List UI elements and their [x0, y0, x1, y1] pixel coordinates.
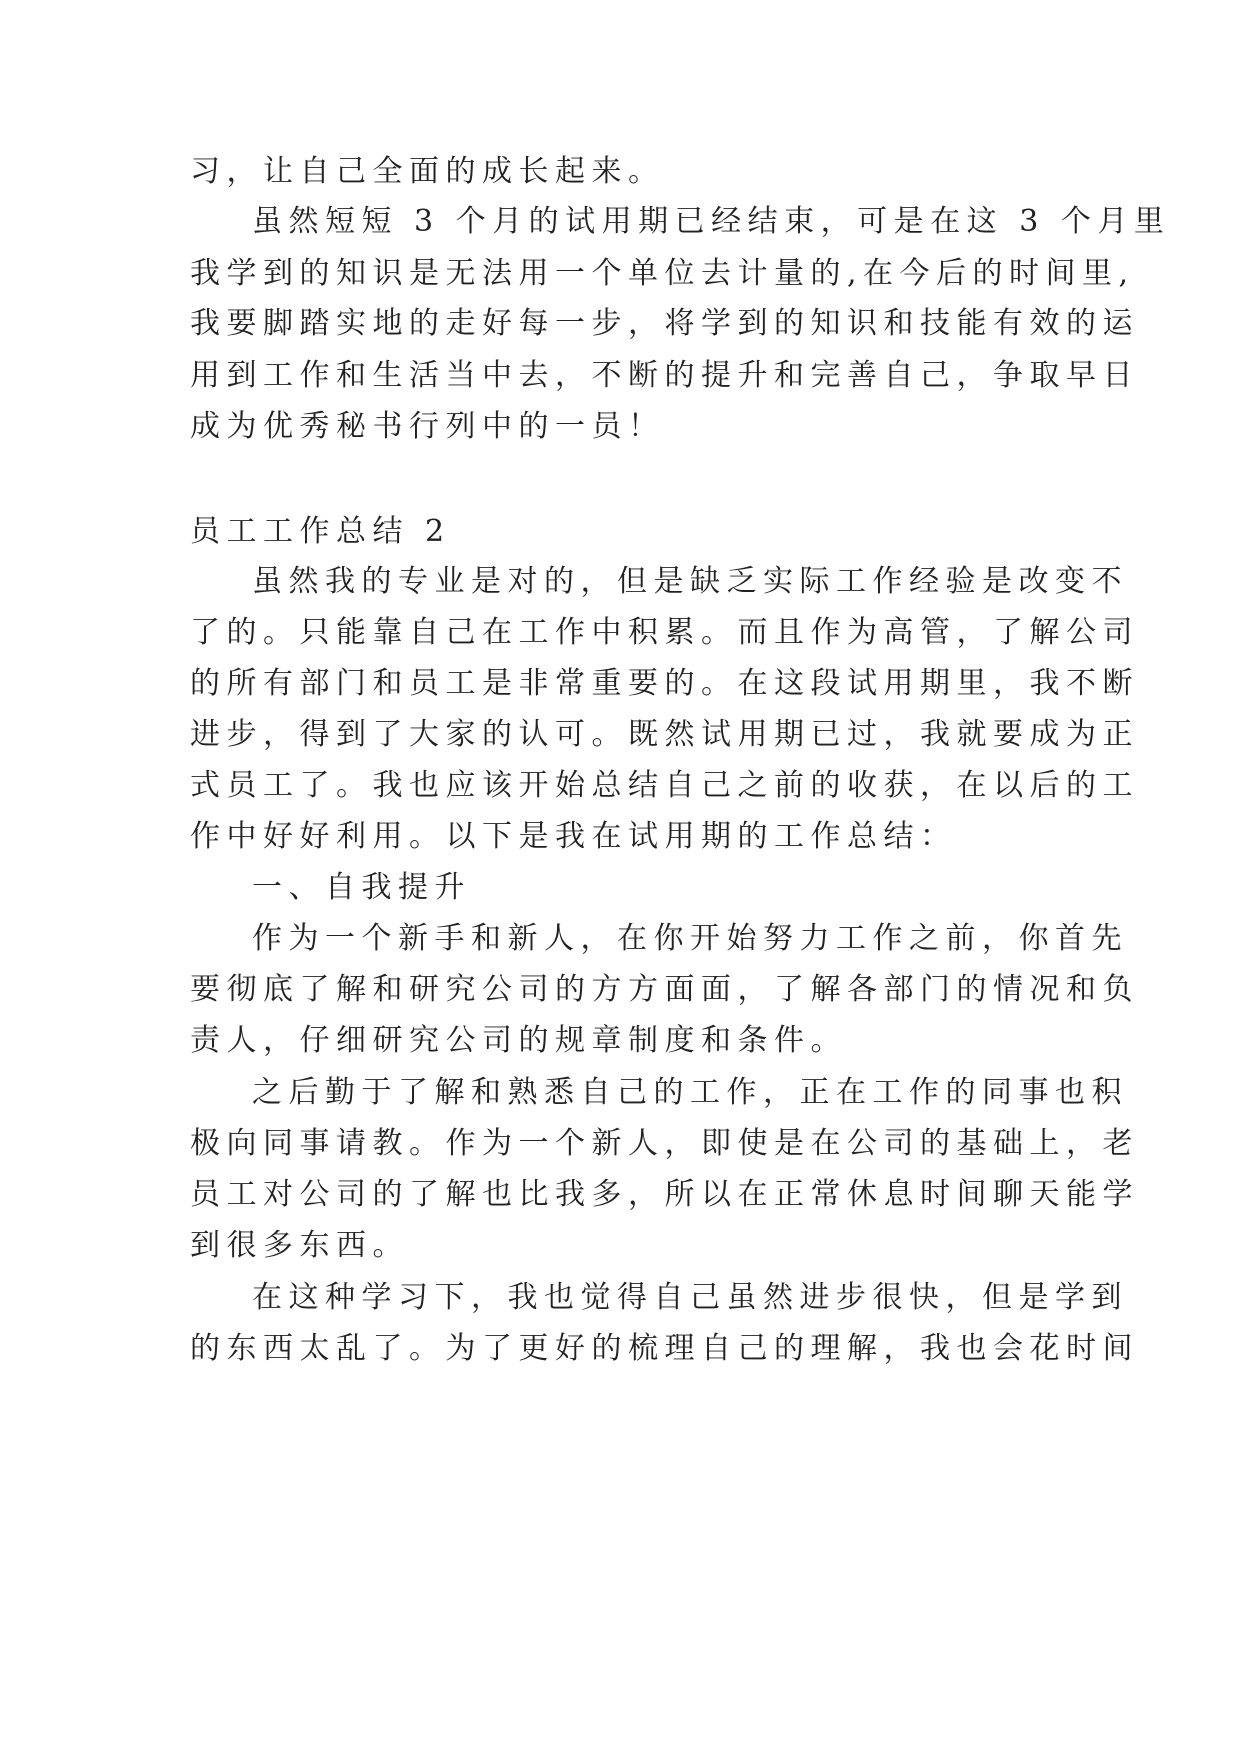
text-line: 进步，得到了大家的认可。既然试用期已过，我就要成为正 — [190, 717, 1139, 752]
subheading: 一、自我提升 — [252, 870, 471, 905]
text-line: 极向同事请教。作为一个新人，即使是在公司的基础上，老 — [190, 1126, 1139, 1161]
text-line: 之后勤于了解和熟悉自己的工作，正在工作的同事也积 — [252, 1075, 1128, 1110]
text-line: 我要脚踏实地的走好每一步，将学到的知识和技能有效的运 — [190, 306, 1139, 341]
text-line: 习，让自己全面的成长起来。 — [190, 154, 665, 189]
text-line: 要彻底了解和研究公司的方方面面，了解各部门的情况和负 — [190, 972, 1139, 1007]
text-line: 我学到的知识是无法用一个单位去计量的,在今后的时间里, — [190, 256, 1135, 291]
text-line: 的东西太乱了。为了更好的梳理自己的理解，我也会花时间 — [190, 1331, 1139, 1366]
text-line: 员工对公司的了解也比我多，所以在正常休息时间聊天能学 — [190, 1177, 1139, 1212]
text-line: 用到工作和生活当中去，不断的提升和完善自己，争取早日 — [190, 358, 1139, 393]
text-line: 责人，仔细研究公司的规章制度和条件。 — [190, 1023, 847, 1058]
text-line: 了的。只能靠自己在工作中积累。而且作为高管，了解公司 — [190, 615, 1139, 650]
text-line: 虽然我的专业是对的，但是缺乏实际工作经验是改变不 — [252, 564, 1128, 599]
text-line: 作为一个新手和新人，在你开始努力工作之前，你首先 — [252, 921, 1128, 956]
text-line: 到很多东西。 — [190, 1228, 409, 1263]
text-line: 式员工了。我也应该开始总结自己之前的收获，在以后的工 — [190, 768, 1139, 803]
section-heading: 员工工作总结 2 — [190, 514, 451, 549]
text-line: 作中好好利用。以下是我在试用期的工作总结： — [190, 819, 957, 854]
text-line: 的所有部门和员工是非常重要的。在这段试用期里，我不断 — [190, 666, 1139, 701]
text-line: 成为优秀秘书行列中的一员！ — [190, 409, 665, 444]
text-line: 在这种学习下，我也觉得自己虽然进步很快，但是学到 — [252, 1280, 1128, 1315]
text-line: 虽然短短 3 个月的试用期已经结束，可是在这 3 个月里 — [252, 204, 1171, 239]
